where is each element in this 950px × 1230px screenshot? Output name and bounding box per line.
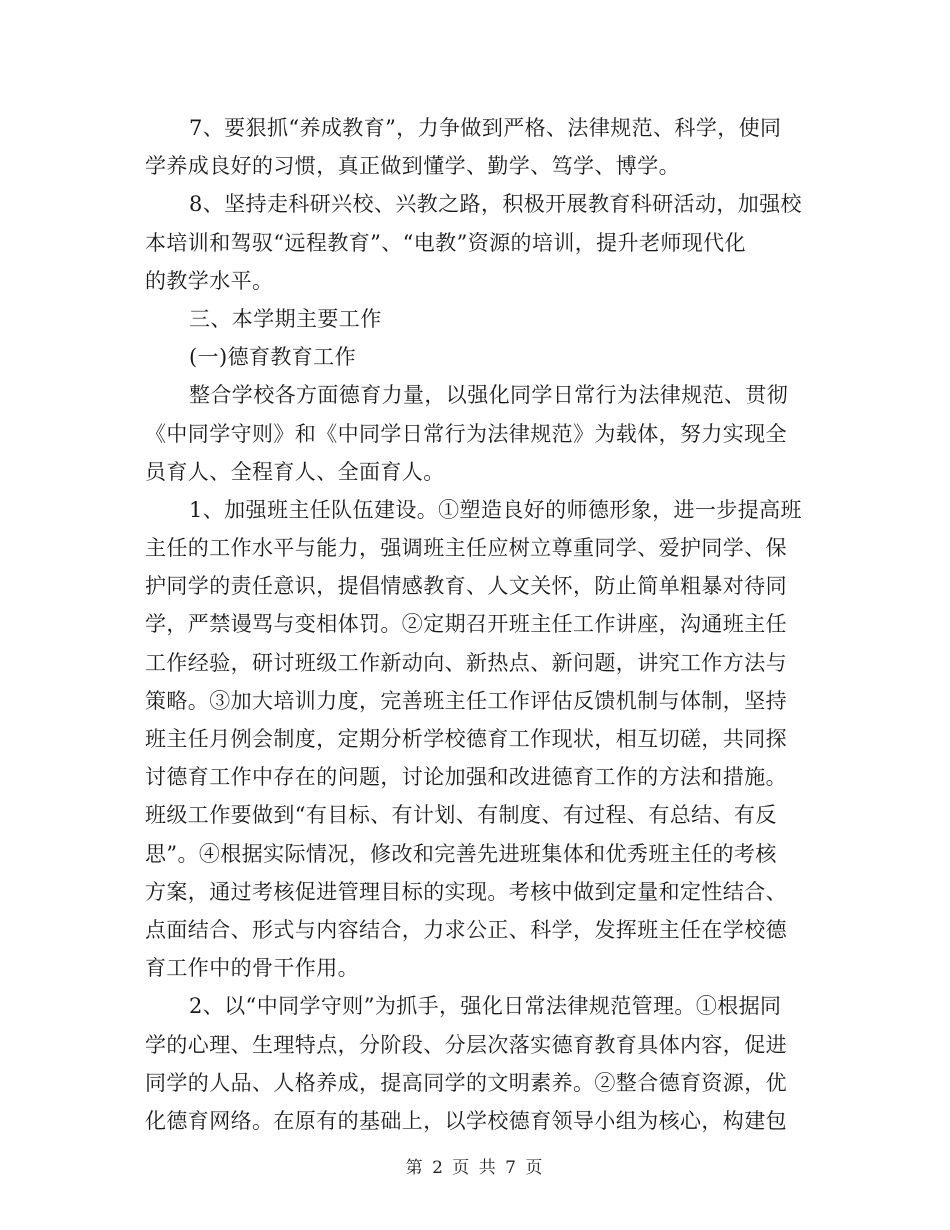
subsection-heading bbox=[145, 338, 825, 376]
paragraph-item-8 bbox=[145, 185, 825, 300]
page-number-footer bbox=[0, 1153, 950, 1178]
page-number-label: 第 2 页 共 7 页 bbox=[405, 1158, 545, 1178]
text-line: 学的心理、生理特点，分阶段、分层次落实德育教育具体内容，促进 bbox=[145, 1032, 787, 1057]
text-line: 7、要狠抓“养成教育”，力争做到严格、法律规范、科学，使同 bbox=[189, 116, 782, 140]
text-line: 化德育网络。在原有的基础上，以学校德育领导小组为核心，构建包 bbox=[145, 1108, 787, 1133]
text-line: 班级工作要做到“有目标、有计划、有制度、有过程、有总结、有反 bbox=[145, 803, 777, 828]
text-line: 《中同学守则》和《中同学日常行为法律规范》为载体，努力实现全 bbox=[145, 421, 787, 446]
text-line: 1、加强班主任队伍建设。①塑造良好的师德形象，进一步提高班 bbox=[189, 497, 802, 522]
heading-text: 三、本学期主要工作 bbox=[189, 306, 382, 331]
text-line: 8、坚持走科研兴校、兴教之路，积极开展教育科研活动，加强校 bbox=[189, 192, 802, 217]
text-line: 点面结合、形式与内容结合，力求公正、科学，发挥班主任在学校德 bbox=[145, 917, 787, 942]
text-line: 护同学的责任意识，提倡情感教育、人文关怀，防止简单粗暴对待同 bbox=[145, 574, 787, 599]
text-line: 工作经验，研讨班级工作新动向、新热点、新问题，讲究工作方法与 bbox=[145, 650, 787, 675]
text-line: 学养成良好的习惯，真正做到懂学、勤学、笃学、博学。 bbox=[145, 154, 680, 179]
document-body bbox=[145, 109, 825, 1140]
text-line: 的教学水平。 bbox=[145, 268, 274, 293]
text-line: 方案，通过考核促进管理目标的实现。考核中做到定量和定性结合、 bbox=[145, 879, 787, 904]
text-line: 整合学校各方面德育力量，以强化同学日常行为法律规范、贯彻 bbox=[189, 383, 789, 408]
text-line: 讨德育工作中存在的问题，讨论加强和改进德育工作的方法和措施。 bbox=[145, 765, 787, 790]
paragraph-item-7 bbox=[145, 109, 825, 185]
text-line: 本培训和驾驭“远程教育”、“电教”资源的培训，提升老师现代化 bbox=[145, 230, 746, 255]
text-line: 员育人、全程育人、全面育人。 bbox=[145, 459, 445, 484]
text-line: 育工作中的骨干作用。 bbox=[145, 956, 359, 981]
text-line: 主任的工作水平与能力，强调班主任应树立尊重同学、爱护同学、保 bbox=[145, 536, 787, 561]
text-line: 2、以“中同学守则”为抓手，强化日常法律规范管理。①根据同 bbox=[189, 994, 782, 1019]
paragraph-item-1 bbox=[145, 491, 825, 987]
text-line: 策略。③加大培训力度，完善班主任工作评估反馈机制与体制，坚持 bbox=[145, 688, 787, 713]
text-line: 思”。④根据实际情况，修改和完善先进班集体和优秀班主任的考核 bbox=[145, 841, 777, 866]
text-line: 班主任月例会制度，定期分析学校德育工作现状，相互切磋，共同探 bbox=[145, 727, 787, 751]
heading-text: (一)德育教育工作 bbox=[189, 345, 356, 370]
paragraph-item-2 bbox=[145, 987, 825, 1140]
text-line: 学，严禁谩骂与变相体罚。②定期召开班主任工作讲座，沟通班主任 bbox=[145, 612, 787, 637]
paragraph-intro bbox=[145, 376, 825, 491]
text-line: 同学的人品、人格养成，提高同学的文明素养。②整合德育资源，优 bbox=[145, 1070, 787, 1095]
section-heading bbox=[145, 300, 825, 338]
